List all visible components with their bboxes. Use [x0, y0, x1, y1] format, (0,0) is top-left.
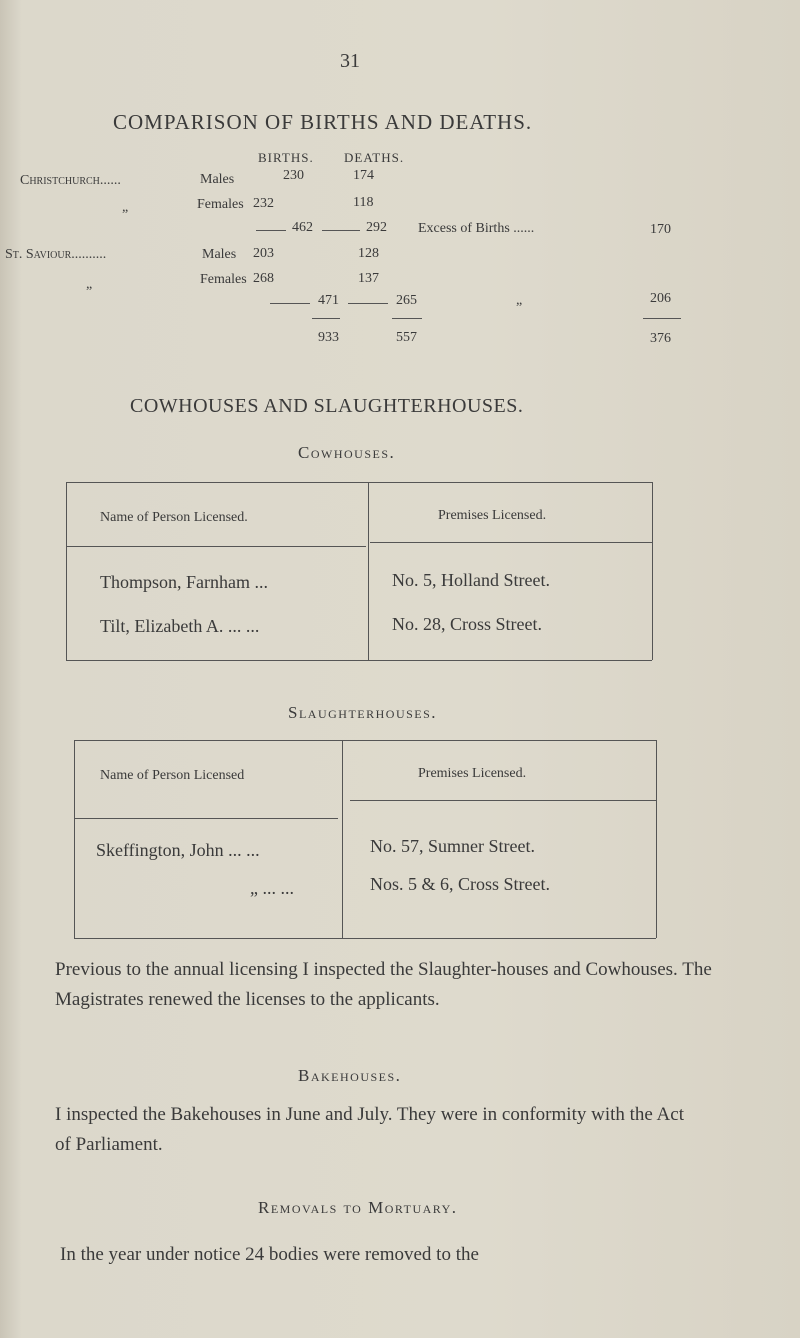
cowhouses-col-premises: Premises Licensed.: [438, 508, 547, 523]
slaughterhouses-heading: Slaughterhouses.: [288, 703, 438, 722]
christchurch-males-births: 230: [283, 168, 304, 183]
table-row-premises: Nos. 5 & 6, Cross Street.: [370, 874, 550, 894]
grand-total-deaths: 557: [396, 330, 417, 345]
grand-total-births: 933: [318, 330, 339, 345]
table-border: [74, 938, 656, 939]
mortuary-heading: Removals to Mortuary.: [258, 1198, 458, 1217]
table-row-name: Thompson, Farnham ...: [100, 572, 268, 592]
licensing-paragraph: Previous to the annual licensing I inspected the Slaughter-houses and Cowhouses. The Magistrates renewed the licenses to the applicants.: [55, 959, 712, 1010]
st-saviour-total-births: 471: [318, 293, 339, 308]
cowhouses-section-title: COWHOUSES AND SLAUGHTERHOUSES.: [130, 395, 524, 417]
deaths-column-header: DEATHS.: [344, 150, 405, 165]
table-border: [66, 546, 366, 547]
table-row-name: Tilt, Elizabeth A. ... ...: [100, 616, 260, 636]
births-column-header: BIRTHS.: [258, 150, 314, 165]
table-border: [342, 740, 343, 938]
bakehouses-paragraph: I inspected the Bakehouses in June and July. They were in conformity with the Act of Parliament.: [55, 1104, 684, 1155]
rule: [392, 318, 422, 319]
st-saviour-excess-value: 206: [650, 291, 671, 306]
table-border: [74, 740, 75, 938]
st-saviour-excess-ditto: „: [516, 293, 523, 308]
slaughterhouses-col-premises: Premises Licensed.: [418, 766, 527, 781]
comparison-title: COMPARISON OF BIRTHS AND DEATHS.: [113, 110, 533, 134]
page-number: 31: [340, 50, 360, 72]
table-border: [656, 740, 657, 938]
rule: [312, 318, 340, 319]
christchurch-excess-label: Excess of Births ......: [418, 221, 535, 236]
christchurch-males-deaths: 174: [353, 168, 374, 183]
christchurch-females-label: Females: [197, 197, 244, 212]
table-border: [368, 482, 369, 660]
st-saviour-ditto: „: [86, 277, 93, 292]
christchurch-ditto: „: [122, 200, 129, 215]
table-row-premises: No. 57, Sumner Street.: [370, 836, 535, 856]
table-border: [74, 740, 656, 741]
christchurch-females-births: 232: [253, 196, 274, 211]
table-border: [66, 660, 652, 661]
cowhouses-heading: Cowhouses.: [298, 443, 396, 462]
rule: [348, 303, 388, 304]
christchurch-females-deaths: 118: [353, 195, 374, 210]
christchurch-males-label: Males: [200, 172, 235, 187]
slaughterhouses-col-name: Name of Person Licensed: [100, 768, 245, 783]
christchurch-excess-value: 170: [650, 222, 671, 237]
rule: [643, 318, 681, 319]
rule: [256, 230, 286, 231]
christchurch-total-births: 462: [292, 220, 313, 235]
st-saviour-females-deaths: 137: [358, 271, 379, 286]
table-row-name: „ ... ...: [250, 878, 294, 898]
st-saviour-males-deaths: 128: [358, 246, 379, 261]
table-border: [370, 542, 652, 543]
st-saviour-males-births: 203: [253, 246, 274, 261]
st-saviour-males-label: Males: [202, 247, 237, 262]
mortuary-paragraph: In the year under notice 24 bodies were removed to the: [60, 1244, 479, 1265]
table-border: [74, 818, 338, 819]
table-row-premises: No. 28, Cross Street.: [392, 614, 542, 634]
table-row-premises: No. 5, Holland Street.: [392, 570, 550, 590]
table-border: [350, 800, 656, 801]
st-saviour-total-deaths: 265: [396, 293, 417, 308]
rule: [270, 303, 310, 304]
table-row-name: Skeffington, John ... ...: [96, 840, 260, 860]
rule: [322, 230, 360, 231]
st-saviour-females-label: Females: [200, 272, 247, 287]
christchurch-total-deaths: 292: [366, 220, 387, 235]
table-border: [652, 482, 653, 660]
cowhouses-col-name: Name of Person Licensed.: [100, 510, 248, 525]
grand-total-excess: 376: [650, 331, 671, 346]
st-saviour-females-births: 268: [253, 271, 274, 286]
st-saviour-label: St. Saviour..........: [5, 247, 107, 262]
bakehouses-heading: Bakehouses.: [298, 1066, 402, 1085]
table-border: [66, 482, 67, 660]
table-border: [66, 482, 652, 483]
christchurch-label: Christchurch......: [20, 173, 121, 188]
